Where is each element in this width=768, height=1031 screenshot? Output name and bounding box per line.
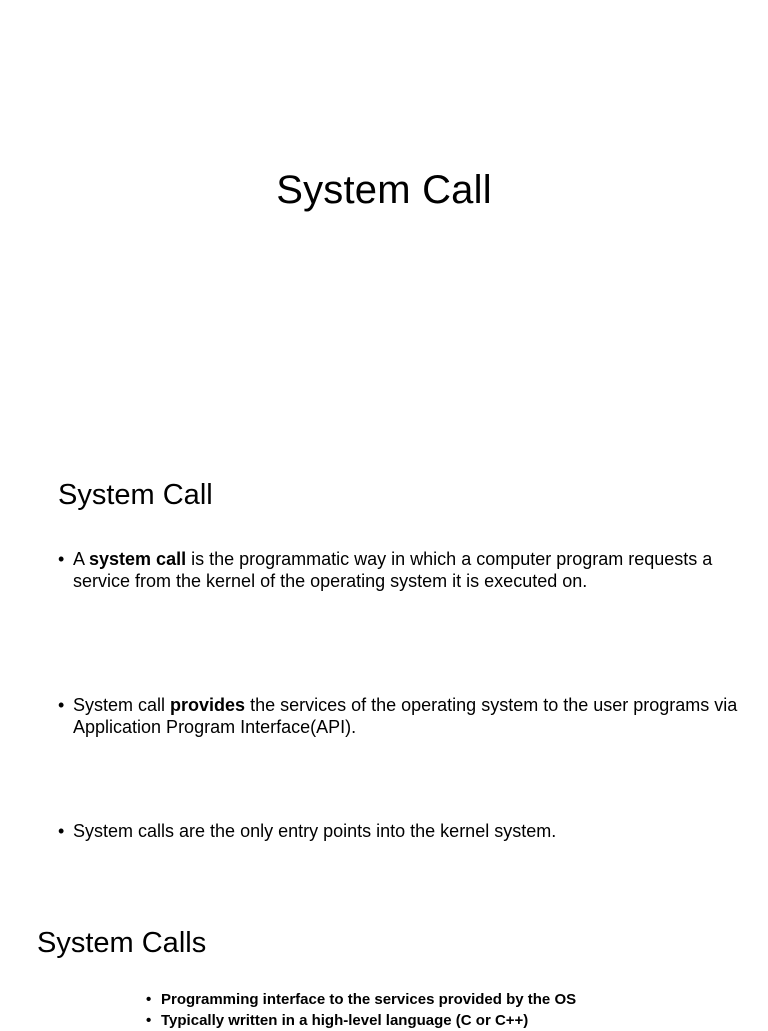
- bullet-text-pre: System call: [73, 695, 171, 715]
- bullet-icon: •: [58, 549, 65, 569]
- bullet-item: [58, 548, 748, 592]
- bullet-text-pre: A: [73, 549, 90, 569]
- bullet-item: [146, 989, 746, 1010]
- bullet-text-post: the services of the operating system to the user programs via Application Program Interface(API).: [73, 695, 738, 737]
- bullet-text: Programming interface to the services provided by the OS: [161, 991, 577, 1008]
- bullet-text-bold: provides: [170, 695, 246, 715]
- bullet-item: [146, 1010, 746, 1031]
- slide-title: [0, 0, 768, 432]
- bullet-icon: •: [58, 695, 65, 715]
- bullet-item: [58, 694, 763, 738]
- bullet-item: [58, 820, 763, 842]
- bullet-icon: •: [146, 991, 152, 1008]
- bullet-icon: •: [58, 821, 65, 841]
- slide-heading: System Call: [58, 479, 213, 511]
- bullet-text: System calls are the only entry points into the kernel system.: [73, 821, 557, 841]
- bullet-text-bold: system call: [89, 549, 187, 569]
- slide-heading: System Calls: [37, 927, 207, 959]
- bullet-list: [58, 548, 748, 841]
- bullet-list: [146, 989, 746, 1031]
- bullet-icon: •: [146, 1012, 152, 1029]
- bullet-text-post: is the programmatic way in which a computer program requests a service from the kernel of the operating system it is executed on.: [73, 549, 713, 591]
- slide-title-text: System Call: [276, 168, 492, 212]
- slide-system-calls: [0, 864, 768, 1029]
- bullet-text: Typically written in a high-level language (C or C++): [161, 1012, 529, 1029]
- slide-system-call: [0, 432, 768, 864]
